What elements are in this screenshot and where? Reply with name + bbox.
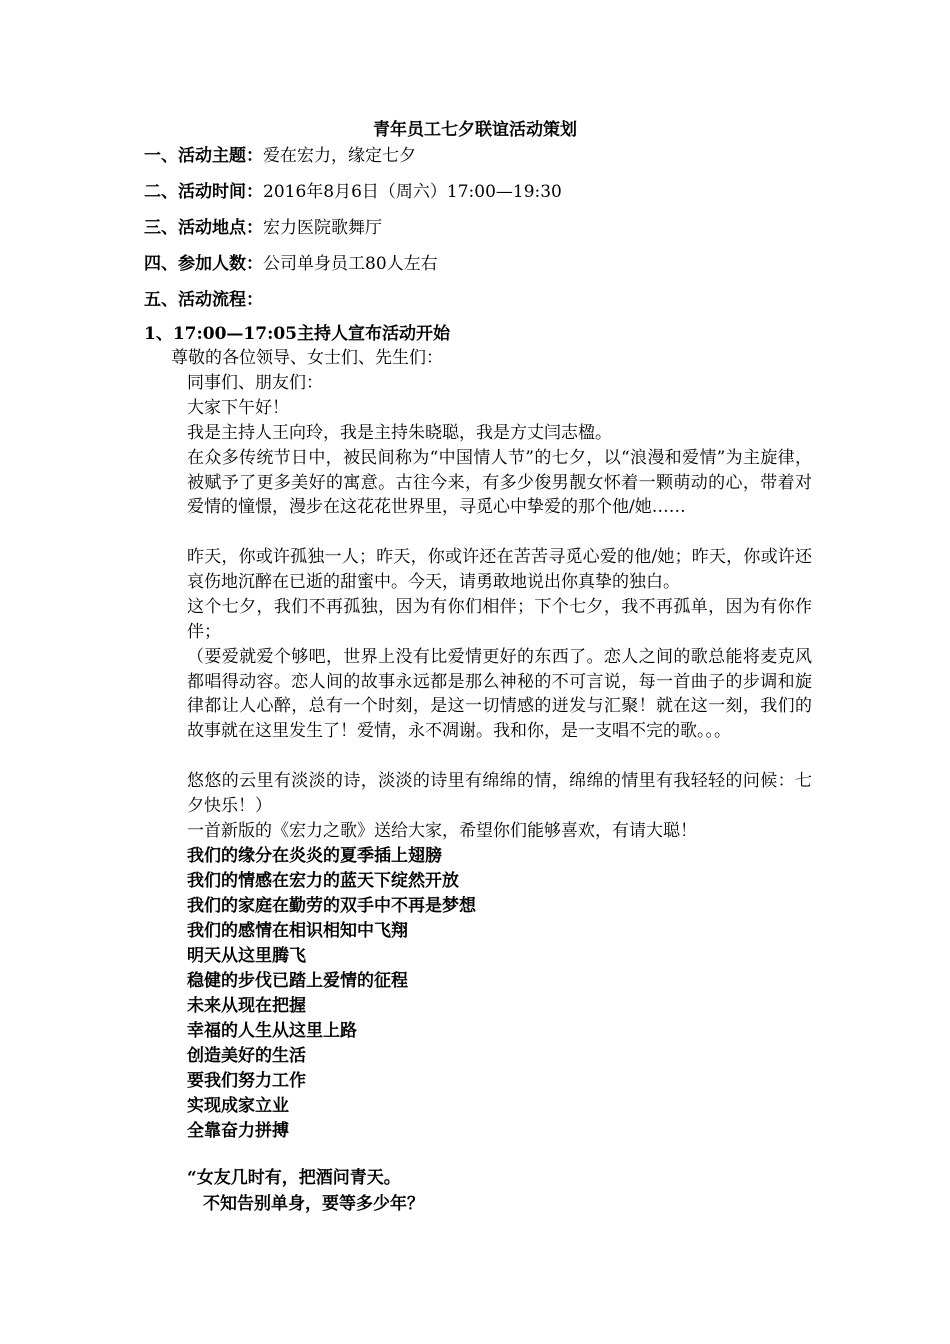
section-location-label: 三、活动地点： [144,218,263,238]
colleagues-paragraph: 同事们、朋友们： [187,373,323,393]
greeting-paragraph: 尊敬的各位领导、女士们、先生们： [171,348,443,368]
song-intro-paragraph: 一首新版的《宏力之歌》送给大家，希望你们能够喜欢，有请大聪！ [187,821,697,841]
section-participants-label: 四、参加人数： [144,254,263,274]
quote-line-1: “女友几时有，把酒问青天。 [187,1168,401,1188]
section-theme-label: 一、活动主题： [144,146,263,166]
section-process [144,289,263,311]
section-location-value: 宏力医院歌舞厅 [263,218,382,238]
yesterday-paragraph: 昨天，你或许孤独一人；昨天，你或许还在苦苦寻觅心爱的他/她；昨天，你或许还哀伤地沉醉在已逝的甜蜜中。今天，请勇敢地说出你真挚的独白。 [187,547,812,592]
clouds-paragraph: 悠悠的云里有淡淡的诗，淡淡的诗里有绵绵的情，绵绵的情里有我轻轻的问候：七夕快乐！） [187,771,812,816]
lyric-line: 实现成家立业 [187,1096,289,1116]
qixi-intro-paragraph: 在众多传统节日中，被民间称为“中国情人节”的七夕，以“浪漫和爱情”为主旋律，被赋予了更多美好的寓意。古往今来，有多少俊男靓女怀着一颗萌动的心，带着对爱情的憧憬，漫步在这花花世界里，寻觅心中挚爱的那个他/她…… [187,448,812,517]
lyric-line: 未来从现在把握 [187,996,306,1016]
lyric-line: 我们的家庭在勤劳的双手中不再是梦想 [187,896,476,916]
lyric-line: 全靠奋力拼搏 [187,1121,289,1141]
lyric-line: 要我们努力工作 [187,1071,306,1091]
love-paragraph: （要爱就爱个够吧，世界上没有比爱情更好的东西了。恋人之间的歌总能将麦克风都唱得动容。恋人间的故事永远都是那么神秘的不可言说，每一首曲子的步调和旋律都让人心醉，总有一个时刻，是这一切情感的迸发与汇聚！就在这一刻，我们的故事就在这里发生了！爱情，永不凋谢。我和你，是一支唱不完的歌。。。 [187,647,812,741]
step-1-heading: 1、17:00—17:05主持人宣布活动开始 [144,324,451,344]
section-time [144,181,562,203]
lyric-line: 明天从这里腾飞 [187,946,306,966]
section-theme [144,145,416,167]
lyric-line: 稳健的步伐已踏上爱情的征程 [187,971,408,991]
lyric-line: 我们的缘分在炎炎的夏季插上翅膀 [187,846,442,866]
document-title: 青年员工七夕联谊活动策划 [373,120,577,140]
good-afternoon-paragraph: 大家下午好！ [187,398,289,418]
section-time-label: 二、活动时间： [144,182,263,202]
lyric-line: 创造美好的生活 [187,1046,306,1066]
section-location [144,217,382,239]
host-intro-paragraph: 我是主持人王向玲，我是主持朱晓聪，我是方丈闫志楹。 [187,423,612,443]
section-process-label: 五、活动流程： [144,290,263,310]
section-participants [144,253,438,275]
section-theme-value: 爱在宏力，缘定七夕 [263,146,416,166]
quote-line-2: 不知告别单身，要等多少年？ [203,1194,424,1214]
section-time-value: 2016年8月6日（周六）17:00—19:30 [263,182,562,202]
lyric-line: 幸福的人生从这里上路 [187,1021,357,1041]
this-qixi-paragraph: 这个七夕，我们不再孤独，因为有你们相伴；下个七夕，我不再孤单，因为有你作伴； [187,597,812,642]
section-participants-value: 公司单身员工80人左右 [263,254,438,274]
lyric-line: 我们的感情在相识相知中飞翔 [187,921,408,941]
lyric-line: 我们的情感在宏力的蓝天下绽然开放 [187,871,459,891]
